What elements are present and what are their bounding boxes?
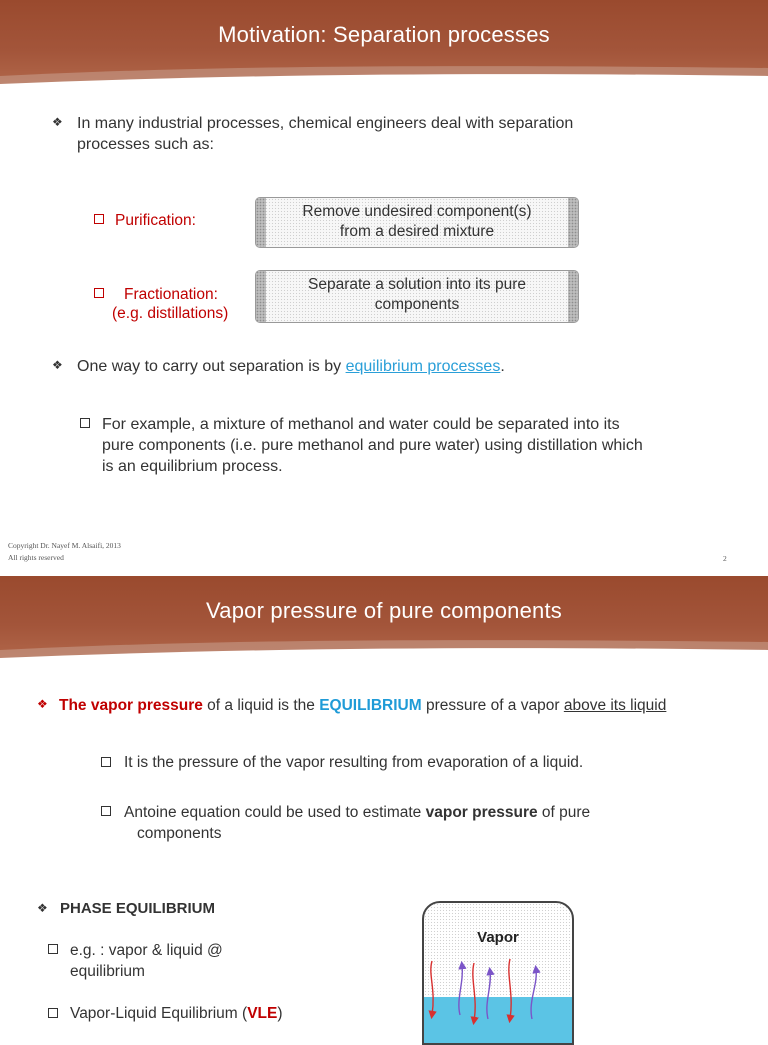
fractionation-sublabel: (e.g. distillations): [112, 305, 229, 322]
purification-label: Purification:: [115, 212, 196, 229]
box-text: [270, 202, 564, 242]
checkbox-square-icon: [94, 288, 104, 298]
box-line: Separate a solution into its pure: [308, 276, 526, 293]
vapor-pressure-sub2: [124, 802, 590, 844]
vapor-pressure-definition: [59, 695, 666, 716]
slide2-title: Vapor pressure of pure components: [206, 598, 562, 623]
copyright-line: Copyright Dr. Nayef M. Alsaifi, 2013: [8, 541, 121, 550]
sub2-text: Antoine equation could be used to estimate: [124, 804, 426, 821]
vle-text: ): [277, 1005, 283, 1022]
eg-line: e.g. : vapor & liquid @: [70, 942, 223, 959]
page-number: 2: [723, 554, 727, 563]
checkbox-square-icon: [48, 944, 58, 954]
fractionation-definition-box: [255, 270, 579, 323]
bullet-period: .: [500, 358, 505, 375]
bullet-line: In many industrial processes, chemical engineers deal with separation: [77, 115, 574, 132]
box-text: [270, 275, 564, 315]
vle-label: [70, 1003, 283, 1024]
evaporation-arrows: [424, 903, 572, 1043]
vle-text: Vapor-Liquid Equilibrium (: [70, 1005, 248, 1022]
bullet-equilibrium-processes: [77, 356, 505, 377]
bullet-separation-intro: [77, 113, 573, 155]
copyright-notice: [8, 540, 121, 564]
equilibrium-term: EQUILIBRIUM: [319, 697, 422, 714]
checkbox-square-icon: [80, 418, 90, 428]
header-swoosh: [0, 62, 768, 92]
bullet-line: processes such as:: [77, 136, 214, 153]
diamond-bullet-icon: ❖: [37, 901, 48, 915]
diamond-bullet-icon: ❖: [37, 697, 48, 711]
vapor-pressure-sub1: It is the pressure of the vapor resulting from evaporation of a liquid.: [124, 754, 584, 771]
sub2-line2: components: [137, 825, 222, 842]
sub2-bold: vapor pressure: [425, 804, 538, 821]
example-line: For example, a mixture of methanol and water could be separated into its: [102, 416, 620, 433]
slide1-title: Motivation: Separation processes: [218, 22, 550, 47]
example-line: pure components (i.e. pure methanol and pure water) using distillation which: [102, 437, 643, 454]
checkbox-square-icon: [101, 806, 111, 816]
example-methanol-water: [102, 414, 643, 477]
vle-vessel-diagram: [422, 901, 574, 1045]
box-edge: [256, 271, 266, 322]
vle-abbr: VLE: [247, 1005, 278, 1022]
example-line: is an equilibrium process.: [102, 458, 283, 475]
box-edge: [568, 198, 578, 247]
diamond-bullet-icon: ❖: [52, 358, 63, 372]
box-edge: [256, 198, 266, 247]
eg-line: equilibrium: [70, 963, 145, 980]
copyright-line: All rights reserved: [8, 553, 64, 562]
checkbox-square-icon: [94, 214, 104, 224]
checkbox-square-icon: [101, 757, 111, 767]
box-line: components: [374, 296, 460, 313]
header-swoosh: [0, 636, 768, 666]
purification-definition-box: [255, 197, 579, 248]
definition-text: of a liquid is the: [202, 697, 320, 714]
diamond-bullet-icon: ❖: [52, 115, 63, 129]
bullet-text: One way to carry out separation is by: [77, 358, 342, 375]
checkbox-square-icon: [48, 1008, 58, 1018]
equilibrium-processes-link[interactable]: equilibrium processes: [345, 358, 501, 375]
phase-equilibrium-heading: PHASE EQUILIBRIUM: [60, 900, 216, 917]
box-line: from a desired mixture: [339, 223, 495, 240]
sub2-text: of pure: [537, 804, 591, 821]
definition-text: pressure of a vapor: [421, 697, 564, 714]
slide2-header: [0, 576, 768, 666]
eg-vapor-liquid: [70, 940, 223, 982]
box-edge: [568, 271, 578, 322]
vessel-vapor-label: Vapor: [477, 929, 519, 946]
above-liquid-term: above its liquid: [563, 697, 667, 714]
slide1-header: [0, 0, 768, 92]
fractionation-label: Fractionation:: [124, 286, 218, 303]
box-line: Remove undesired component(s): [302, 203, 532, 220]
vapor-pressure-term: The vapor pressure: [59, 697, 203, 714]
